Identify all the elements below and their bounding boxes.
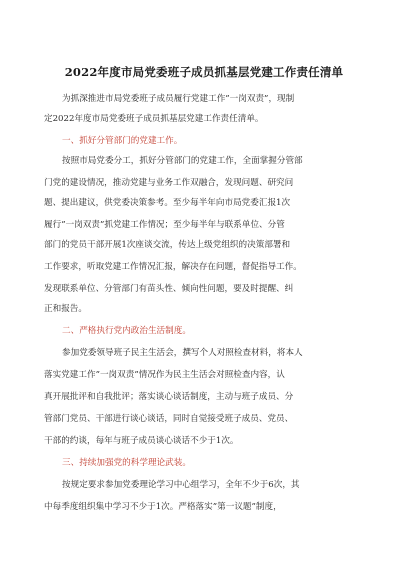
paragraph-line: 为抓深推进市局党委班子成员履行党建工作”一岗双责”，现制: [62, 94, 295, 104]
paragraph-line: 真开展批评和自我批评；落实谈心谈话制度，主动与班子成员、分: [44, 392, 294, 402]
paragraph-line: 履行”一岗双责”抓党建工作情况；至少每半年与联系单位、分管: [44, 220, 285, 230]
paragraph-line: 管部门党员、干部进行谈心谈话，同时自觉接受班子成员、党员、: [44, 414, 294, 424]
paragraph-line: 正和报告。: [44, 304, 87, 314]
paragraph-line: 干部的约谈，每年与班子成员谈心谈话不少于1次。: [44, 436, 239, 446]
paragraph-line: 按规定要求参加党委理论学习中心组学习，全年不少于6次，其: [62, 480, 300, 490]
paragraph-line: 中每季度组织集中学习不少于1次。严格落实”第一议题”制度，: [44, 502, 282, 512]
paragraph-line: 门党的建设情况，推动党建与业务工作双融合，发现问题、研究问: [44, 178, 294, 188]
section-heading: 二、严格执行党内政治生活制度。: [62, 326, 191, 336]
paragraph-line: 发现联系单位、分管部门有苗头性、倾向性问题，要及时提醒、纠: [44, 284, 294, 294]
document-title: 2022年度市局党委班子成员抓基层党建工作责任清单: [64, 65, 344, 79]
section-heading: 一、抓好分管部门的党建工作。: [62, 136, 183, 146]
paragraph-line: 定2022年度市局党委班子成员抓基层党建工作责任清单。: [44, 114, 264, 124]
section-heading: 三、持续加强党的科学理论武装。: [62, 458, 191, 468]
paragraph-line: 部门的党员干部开展1次座谈交流，传达上级党组织的决策部署和: [44, 240, 291, 250]
paragraph-line: 题、提出建议，供党委决策参考。至少每半年向市局党委汇报1次: [44, 198, 291, 208]
paragraph-line: 参加党委领导班子民主生活会，撰写个人对照检查材料，将本人: [62, 348, 303, 358]
paragraph-line: 按照市局党委分工，抓好分管部门的党建工作，全面掌握分管部: [62, 156, 303, 166]
paragraph-line: 工作要求，听取党建工作情况汇报，解决存在问题，督促指导工作。: [44, 262, 302, 272]
paragraph-line: 落实党建工作”一岗双责”情况作为民主生活会对照检查内容，认: [44, 370, 285, 380]
